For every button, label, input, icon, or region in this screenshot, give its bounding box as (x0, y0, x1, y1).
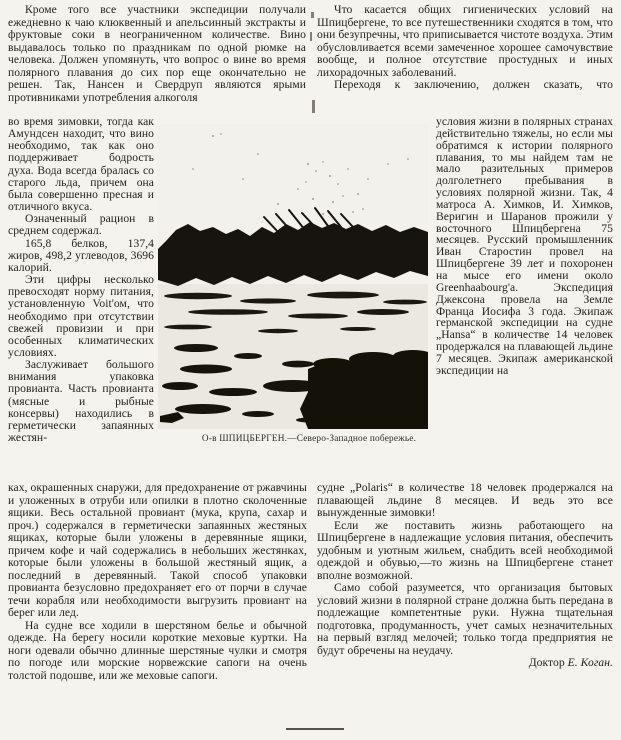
section-end-rule (286, 728, 344, 730)
paragraph: Кроме того все участники экспедиции получали ежедневно к чаю клюквенный и апельсинный экстракты и фруктовые соки в неограниченном количестве. Вино выдавалось только по праздникам по одной рюмке на человека. Должен упомянуть, что вопрос о вине во время полярного плавания до сих пор еще окончательно не решен. Так, Нансен и Свердруп являются ярыми противниками употребления алкоголя (8, 3, 306, 104)
left-column-narrow (8, 116, 154, 444)
paragraph: На судне все ходили в шерстяном белье и обычной одежде. На берегу носили короткие меховые куртки. На ноги одевали обычно длинные шерстяные чулки и смотря по погоде или морские норвежские сапоги на очень толстой подошве, или же меховые сапоги. (8, 618, 307, 682)
paragraph: Эти цифры несколько превосходят норму питания, установленную Voit'ом, что необходимо при отсутствии свежей провизии и при особенных климатических условиях. (8, 273, 154, 359)
paragraph: во время зимовки, тогда как Амундсен находит, что вино необходимо, так как оно поддерживает бодрость духа. Вода всегда бралась со старого льда, причем она была совершенно пресная и отличного вкуса. (8, 115, 154, 214)
ink-speck (310, 32, 312, 41)
ink-speck (312, 100, 315, 113)
right-column-narrow (436, 116, 613, 377)
paragraph: Само собой разумеется, что организация бытовых условий жизни в полярной стране должна быть передана в подлежащие компетентные руки. Нужна тщательная подготовка, продуманность, учет самых незначительных на первый взгляд мелочей; только тогда предприятия не будут обречены на неудачу. (317, 581, 613, 657)
paragraph: Означенный рацион в среднем содержал. (8, 212, 154, 238)
paragraph: 165,8 белков, 137,4 жиров, 498,2 углеводов, 3696 калорий. (8, 236, 154, 274)
left-column-bottom (8, 482, 307, 682)
photo-illustration (158, 124, 428, 429)
paragraph: Заслуживает большого внимания упаковка провианта. Часть провианта (мясные и рыбные консервы) находились в герметически запаянных жестян- (8, 358, 154, 445)
photo-spitsbergen-coast (158, 124, 428, 429)
ink-speck (311, 12, 314, 18)
signature-prefix: Доктор (528, 656, 565, 669)
paragraph: условия жизни в полярных странах действительно тяжелы, но если мы обратимся к истории полярного плавания, то мы найдем там не мало разительных примеров долголетнего пребывания в условиях полярной жизни. Так, 4 матроса А. Химков, И. Химков, Веригин и Шаранов прожили у восточного Шпицбергена 75 месяцев. Русский промышленник Иван Старостин провел на Шпицбергене 39 лет и похоронен на мысе его имени около Greenhaabourg'а. Экспедиция Джексона провела на Земле Франца Иосифа 3 года. Экипаж германской экспедиции на судне „Hansa“ в количестве 14 человек продержался на плавающей льдине 7 месяцев. Экипаж американской экспедиции на (436, 115, 613, 377)
paragraph: Переходя к заключению, должен сказать, что (334, 78, 613, 91)
left-column-top (8, 4, 306, 104)
paragraph: ках, окрашенных снаружи, для предохранение от ржавчины и уложенных в отруби или опилки в плотно сколоченные ящики. Весь остальной провиант (мука, крупа, сахар и проч.) содержался в герметически запаянных жестяных ящиках, которые были уложены в деревянные ящики, причем кофе и чай содержались в небольших жестянках, которые были уложены в большой жестяный ящик, а последний в деревянный. Такой способ упаковки провианта безусловно предохраняет его от порчи в случае течи корабля или необходимости выгрузить провиант на берег или лед. (8, 481, 307, 619)
photo-caption: О-в ШПИЦБЕРГЕН.—Северо-Западное побережье. (201, 434, 417, 444)
paragraph: судне „Polaris“ в количестве 18 человек продержался на плавающей льдине 8 месяцев. И ведь это все вынужденные зимовки! (317, 481, 613, 519)
right-column-bottom (317, 482, 613, 670)
paragraph: Если же поставить жизнь работающего на Шпицбергене в надлежащие условия питания, обеспечить удобным и уютным жильем, снабдить всей необходимой одеждой и обувью,—то жизнь на Шпицбергене станет вполне возможной. (317, 518, 613, 582)
signature-name: Е. Коган. (567, 656, 613, 669)
author-signature (317, 657, 613, 670)
right-column-top (317, 4, 613, 92)
paragraph: Что касается общих гигиенических условий на Шпицбергене, то все путешественники сходятся в том, что они безупречны, что приписывается чистоте воздуха. Этим обусловливается всеми замеченное хорошее самочувствие вообще, и полное отсутствие простудных и иных лихорадочных заболеваний. (317, 3, 613, 79)
